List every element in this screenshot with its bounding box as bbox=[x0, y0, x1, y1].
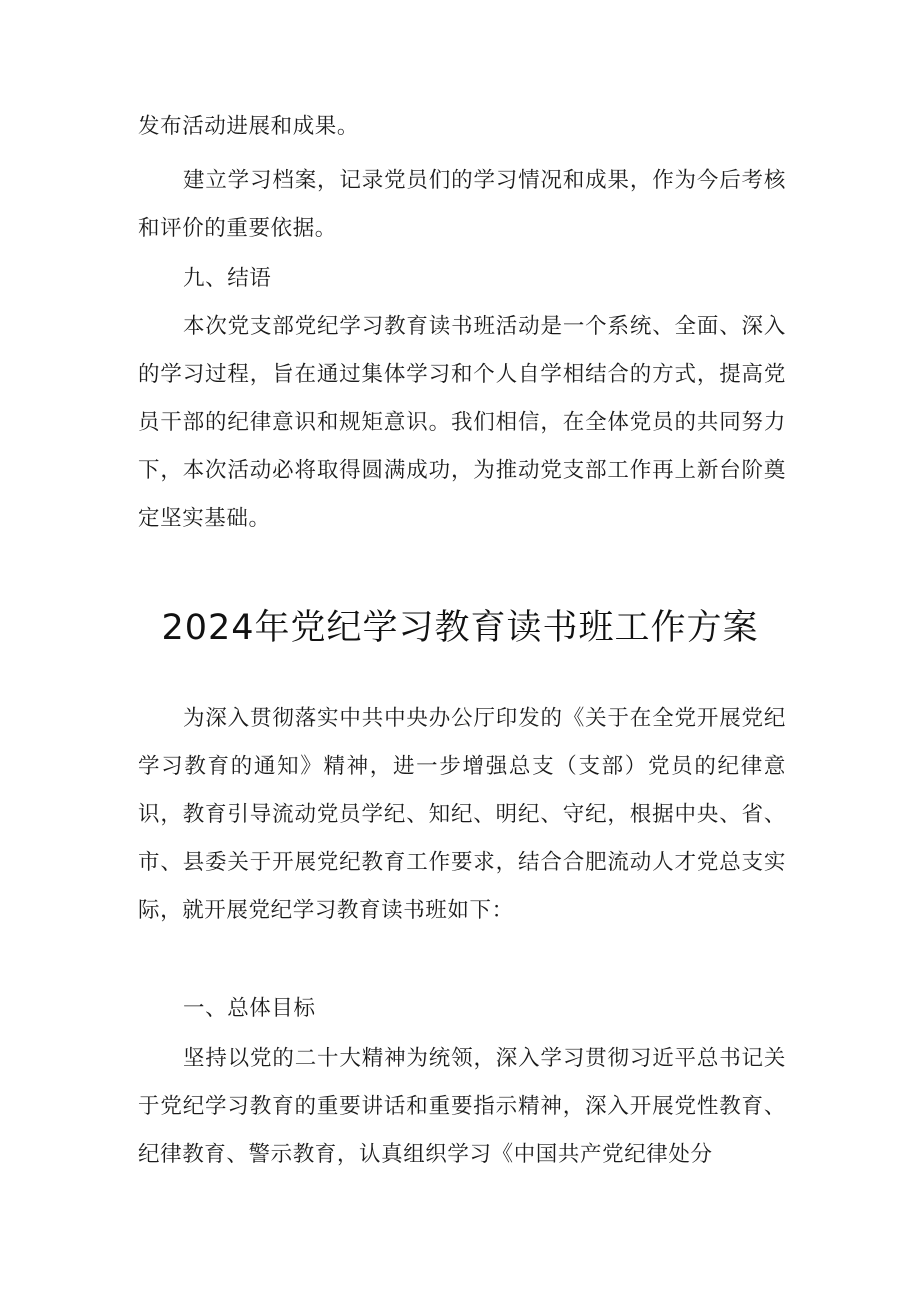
paragraph-overall-goal: 坚持以党的二十大精神为统领，深入学习贯彻习近平总书记关于党纪学习教育的重要讲话和重要指示精神，深入开展党性教育、纪律教育、警示教育，认真组织学习《中国共产党纪律处分 bbox=[138, 1046, 786, 1167]
heading-overall-goal: 一、总体目标 bbox=[183, 996, 316, 1021]
paragraph-results-tail: 发布活动进展和成果。 bbox=[138, 114, 360, 139]
heading-conclusion: 九、结语 bbox=[183, 266, 272, 291]
paragraph-introduction: 为深入贯彻落实中共中央办公厅印发的《关于在全党开展党纪学习教育的通知》精神，进一步增强总支（支部）党员的纪律意识，教育引导流动党员学纪、知纪、明纪、守纪，根据中央、省、市、县委关于开展党纪教育工作要求，结合合肥流动人才党总支实际，就开展党纪学习教育读书班如下： bbox=[138, 706, 786, 923]
document-title: 2024年党纪学习教育读书班工作方案 bbox=[161, 608, 759, 648]
paragraph-conclusion: 本次党支部党纪学习教育读书班活动是一个系统、全面、深入的学习过程，旨在通过集体学习和个人自学相结合的方式，提高党员干部的纪律意识和规矩意识。我们相信，在全体党员的共同努力下，本次活动必将取得圆满成功，为推动党支部工作再上新台阶奠定坚实基础。 bbox=[138, 314, 786, 531]
paragraph-learning-archive: 建立学习档案，记录党员们的学习情况和成果，作为今后考核和评价的重要依据。 bbox=[138, 168, 786, 241]
